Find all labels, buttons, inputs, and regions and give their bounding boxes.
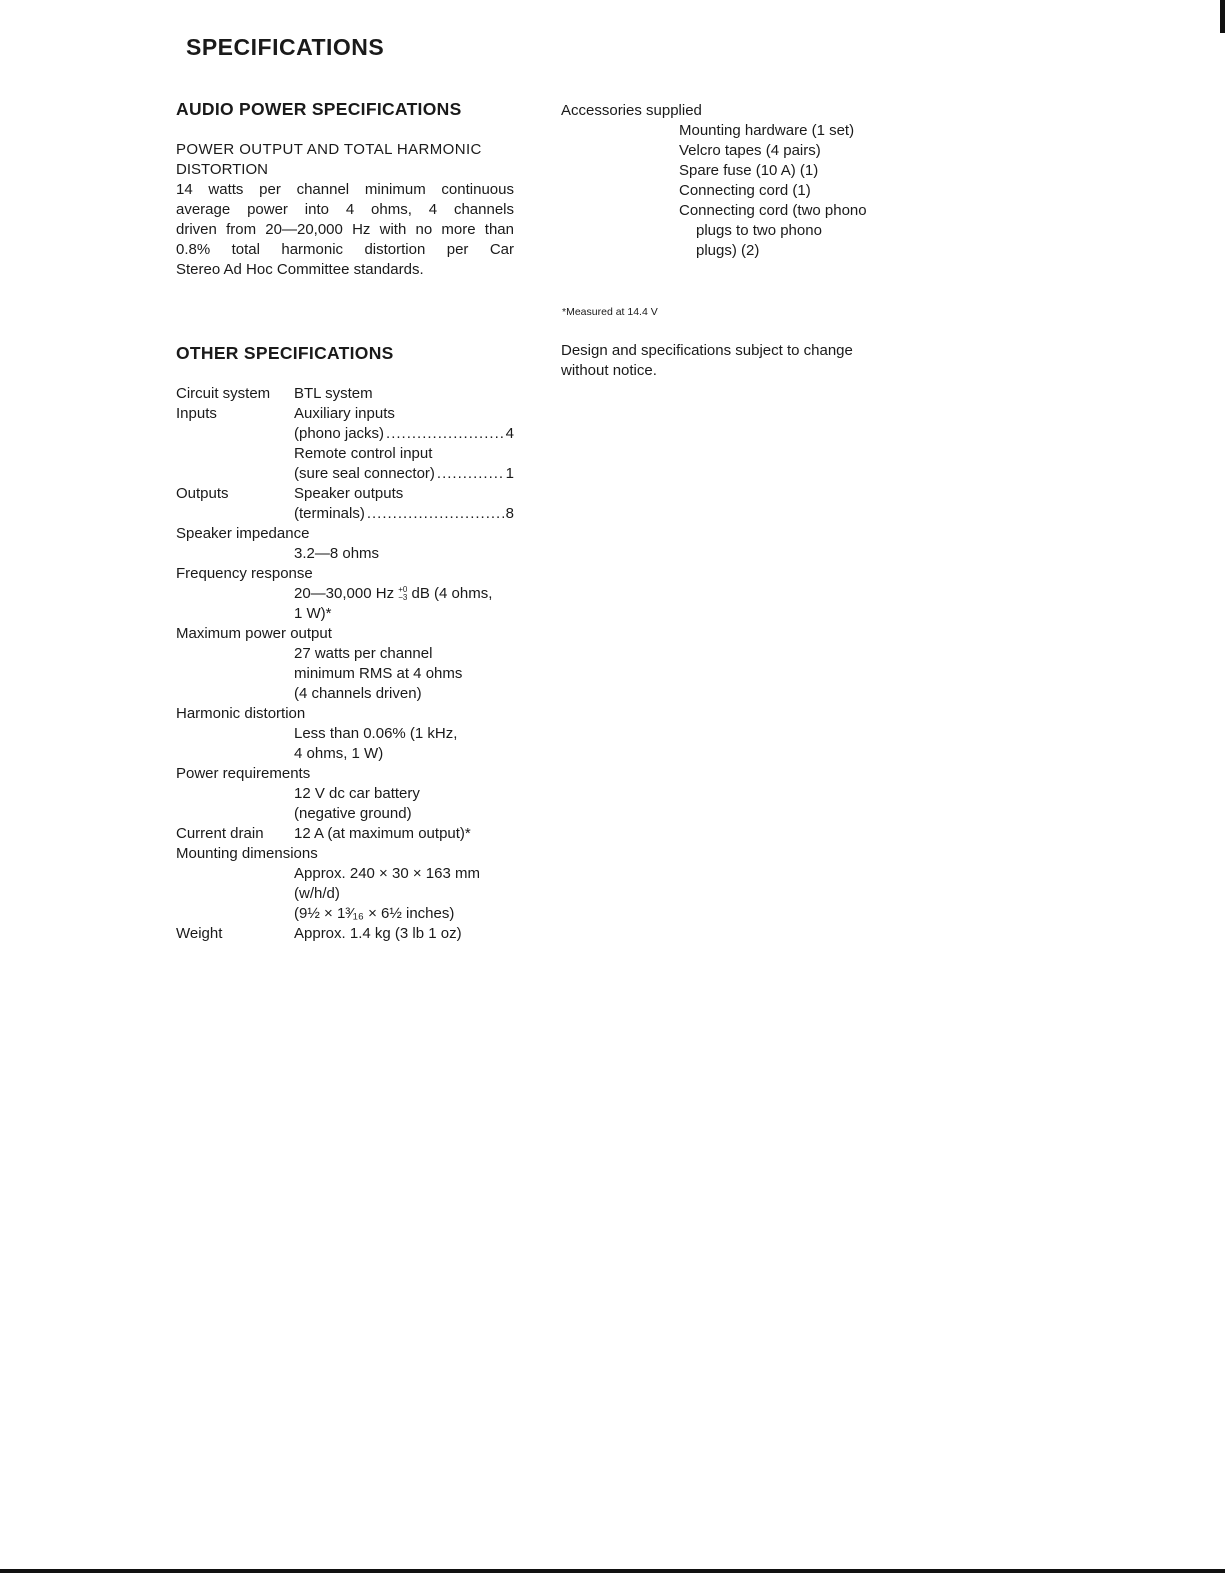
frequency-value-cont: 1 W)* xyxy=(294,605,332,622)
audio-text-line: average power into 4 ohms, 4 channels xyxy=(176,201,514,218)
frequency-range: 20—30,000 Hz xyxy=(294,585,399,602)
harmonic-line: Less than 0.06% (1 kHz, xyxy=(294,725,458,742)
accessory-item: Spare fuse (10 A) (1) xyxy=(679,162,819,179)
frequency-unit: dB (4 ohms, xyxy=(407,585,493,602)
max-power-line: 27 watts per channel xyxy=(294,645,433,662)
outputs-speaker-label: Speaker outputs xyxy=(294,485,404,502)
power-req-line: (negative ground) xyxy=(294,805,412,822)
accessory-item: Mounting hardware (1 set) xyxy=(679,122,855,139)
harmonic-line: 4 ohms, 1 W) xyxy=(294,745,384,762)
inputs-remote-count: 1 xyxy=(505,465,514,482)
outputs-speaker-count: 8 xyxy=(505,505,514,522)
mounting-line: (w/h/d) xyxy=(294,885,340,902)
outputs-label: Outputs xyxy=(176,485,229,502)
accessories-heading: Accessories supplied xyxy=(561,102,702,119)
other-specs-heading: OTHER SPECIFICATIONS xyxy=(176,343,394,363)
notice-line: without notice. xyxy=(561,362,657,379)
current-drain-value: 12 A (at maximum output)* xyxy=(294,825,471,842)
frequency-label: Frequency response xyxy=(176,565,313,582)
inputs-aux-detail: (phono jacks) xyxy=(294,425,385,442)
accessory-item: Connecting cord (two phono xyxy=(679,202,867,219)
audio-text-line: driven from 20—20,000 Hz with no more than xyxy=(176,221,514,238)
max-power-label: Maximum power output xyxy=(176,625,332,642)
audio-text-line: 0.8% total harmonic distortion per Car xyxy=(176,241,514,258)
circuit-system-label: Circuit system xyxy=(176,385,271,402)
frequency-tolerance xyxy=(398,586,407,602)
mounting-label: Mounting dimensions xyxy=(176,845,318,862)
weight-label: Weight xyxy=(176,925,223,942)
accessory-item-cont: plugs to two phono xyxy=(696,222,822,239)
notice-line: Design and specifications subject to change xyxy=(561,342,853,359)
accessories-list xyxy=(679,121,867,261)
page-title: SPECIFICATIONS xyxy=(186,34,385,60)
dot-leader xyxy=(437,464,504,484)
dot-leader xyxy=(386,424,504,444)
inputs-label: Inputs xyxy=(176,405,217,422)
inputs-aux-count: 4 xyxy=(505,425,514,442)
impedance-value: 3.2—8 ohms xyxy=(294,545,380,562)
audio-power-block xyxy=(176,140,514,280)
max-power-line: (4 channels driven) xyxy=(294,685,422,702)
tolerance-plus: +0 xyxy=(398,585,408,595)
inputs-remote-label: Remote control input xyxy=(294,445,433,462)
mounting-line: (9½ × 1³⁄₁₆ × 6½ inches) xyxy=(294,905,455,922)
notice xyxy=(561,341,853,381)
audio-text-line: 14 watts per channel minimum continuous xyxy=(176,181,514,198)
audio-subheading-line2: DISTORTION xyxy=(176,161,268,178)
scan-bottom-edge xyxy=(0,1569,1225,1573)
footnote: *Measured at 14.4 V xyxy=(562,306,658,318)
circuit-system-value: BTL system xyxy=(294,385,373,402)
inputs-aux-label: Auxiliary inputs xyxy=(294,405,395,422)
mounting-line: Approx. 240 × 30 × 163 mm xyxy=(294,865,480,882)
power-req-line: 12 V dc car battery xyxy=(294,785,420,802)
outputs-speaker-detail: (terminals) xyxy=(294,505,365,522)
frequency-value xyxy=(294,584,492,604)
impedance-label: Speaker impedance xyxy=(176,525,310,542)
harmonic-label: Harmonic distortion xyxy=(176,705,306,722)
power-req-label: Power requirements xyxy=(176,765,311,782)
inputs-aux-row xyxy=(294,424,514,444)
max-power-line: minimum RMS at 4 ohms xyxy=(294,665,463,682)
audio-text-line: Stereo Ad Hoc Committee standards. xyxy=(176,261,424,278)
accessory-item-cont: plugs) (2) xyxy=(696,242,760,259)
weight-value: Approx. 1.4 kg (3 lb 1 oz) xyxy=(294,925,462,942)
scan-edge-mark xyxy=(1220,0,1225,33)
accessory-item: Connecting cord (1) xyxy=(679,182,811,199)
outputs-speaker-row xyxy=(294,504,514,524)
accessory-item: Velcro tapes (4 pairs) xyxy=(679,142,821,159)
inputs-remote-row xyxy=(294,464,514,484)
dot-leader xyxy=(367,504,504,524)
audio-power-heading: AUDIO POWER SPECIFICATIONS xyxy=(176,99,462,119)
tolerance-minus: −3 xyxy=(398,593,408,603)
audio-subheading-line1: POWER OUTPUT AND TOTAL HARMONIC xyxy=(176,141,482,158)
current-drain-label: Current drain xyxy=(176,825,264,842)
inputs-remote-detail: (sure seal connector) xyxy=(294,465,435,482)
